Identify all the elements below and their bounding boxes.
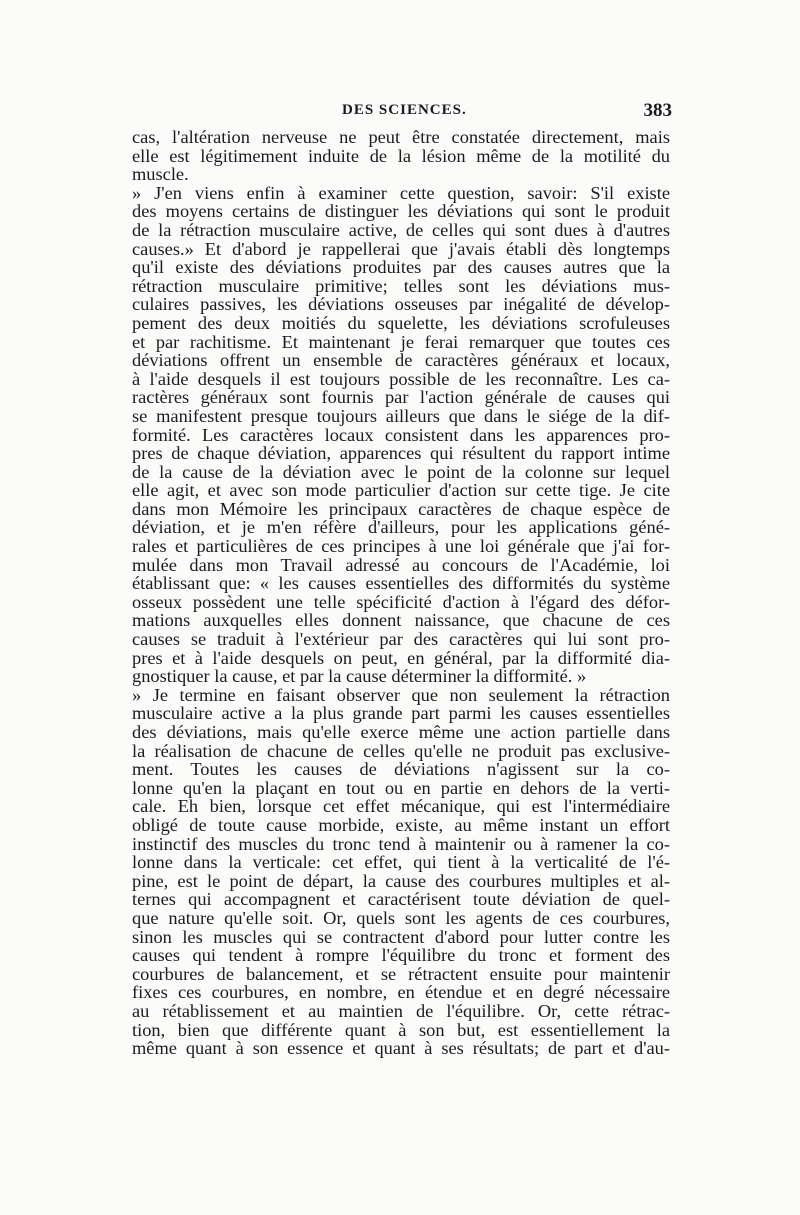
text-line: déviation, et je m'en réfère d'ailleurs, pour les applications géné- bbox=[132, 517, 670, 538]
text-line: des déviations, mais qu'elle exerce même une action partielle dans bbox=[132, 722, 670, 742]
running-head: DES SCIENCES. bbox=[342, 102, 467, 118]
text-line: » Je termine en faisant observer que non seulement la rétraction bbox=[132, 684, 670, 705]
text-line: au rétablissement et au maintien de l'équilibre. Or, cette rétrac- bbox=[132, 1000, 670, 1021]
text-line: mations auxquelles elles donnent naissance, que chacune de ces bbox=[132, 610, 670, 631]
body-text bbox=[132, 128, 670, 1058]
text-line: formité. Les caractères locaux consistent dans les apparences pro- bbox=[132, 424, 670, 445]
text-line: à l'aide desquels il est toujours possible de les reconnaître. Les ca- bbox=[132, 368, 670, 389]
text-line: se manifestent presque toujours ailleurs que dans le siége de la dif- bbox=[132, 405, 670, 426]
text-line: la réalisation de chacune de celles qu'elle ne produit pas exclusive- bbox=[132, 740, 670, 761]
text-line: même quant à son essence et quant à ses résultats; de part et d'au- bbox=[132, 1038, 670, 1059]
text-line: cas, l'altération nerveuse ne peut être constatée directement, mais bbox=[132, 127, 670, 147]
text-line: osseux possèdent une telle spécificité d'action à l'égard des défor- bbox=[132, 591, 670, 612]
text-line: de la cause de la déviation avec le point de la colonne sur lequel bbox=[132, 461, 670, 482]
text-line: sinon les muscles qui se contractent d'abord pour lutter contre les bbox=[132, 926, 670, 947]
text-line: ternes qui accompagnent et caractérisent toute déviation de quel- bbox=[132, 889, 670, 910]
text-line: tion, bien que différente quant à son but, est essentiellement la bbox=[132, 1019, 670, 1040]
text-line: établissant que: « les causes essentielles des difformités du système bbox=[132, 573, 670, 594]
text-line: mulée dans mon Travail adressé au concours de l'Académie, loi bbox=[132, 554, 670, 575]
text-line: qu'il existe des déviations produites par des causes autres que la bbox=[132, 257, 670, 278]
text-line: pres de chaque déviation, apparences qui résultent du rapport intime bbox=[132, 443, 670, 464]
text-line: et par rachitisme. Et maintenant je ferai remarquer que toutes ces bbox=[132, 331, 670, 352]
text-line: de la rétraction musculaire active, de celles qui sont dues à d'autres bbox=[132, 219, 670, 240]
text-line: rétraction musculaire primitive; telles sont les déviations mus- bbox=[132, 275, 670, 296]
text-line: causes.» Et d'abord je rappellerai que j'avais établi dès longtemps bbox=[132, 238, 670, 259]
text-line: fixes ces courbures, en nombre, en étendue et en degré nécessaire bbox=[132, 982, 670, 1003]
text-line: rales et particulières de ces principes à une loi générale que j'ai for- bbox=[132, 536, 670, 557]
text-line: dans mon Mémoire les principaux caractères de chaque espèce de bbox=[132, 498, 670, 519]
text-line: pres et à l'aide desquels on peut, en général, par la difformité dia- bbox=[132, 647, 670, 668]
text-line: des moyens certains de distinguer les déviations qui sont le produit bbox=[132, 201, 670, 222]
text-line: pement des deux moitiés du squelette, les déviations scrofuleuses bbox=[132, 312, 670, 333]
text-line: elle agit, et avec son mode particulier d'action sur cette tige. Je cite bbox=[132, 480, 670, 501]
text-line: obligé de toute cause morbide, existe, au même instant un effort bbox=[132, 814, 670, 835]
text-line: pine, est le point de départ, la cause des courbures multiples et al- bbox=[132, 870, 670, 891]
text-line: instinctif des muscles du tronc tend à maintenir ou à ramener la co- bbox=[132, 833, 670, 854]
text-line: lonne qu'en la plaçant en tout ou en partie en dehors de la verti- bbox=[132, 777, 670, 798]
page-header bbox=[132, 100, 672, 128]
text-line: elle est légitimement induite de la lésion même de la motilité du bbox=[132, 145, 670, 166]
text-line: courbures de balancement, et se rétractent ensuite pour maintenir bbox=[132, 963, 670, 984]
text-line: musculaire active a la plus grande part parmi les causes essentielles bbox=[132, 703, 670, 724]
text-line: ractères généraux sont fournis par l'action générale de causes qui bbox=[132, 387, 670, 408]
page-number: 383 bbox=[643, 100, 672, 121]
text-line: lonne dans la verticale: cet effet, qui tient à la verticalité de l'é- bbox=[132, 852, 670, 873]
text-line: causes se traduit à l'extérieur par des caractères qui lui sont pro- bbox=[132, 629, 670, 650]
text-line: gnostiquer la cause, et par la cause déterminer la difformité. » bbox=[132, 666, 587, 687]
text-line: cale. Eh bien, lorsque cet effet mécanique, qui est l'intermédiaire bbox=[132, 796, 670, 817]
text-line: causes qui tendent à rompre l'équilibre du tronc et forment des bbox=[132, 945, 670, 966]
text-line: déviations offrent un ensemble de caractères généraux et locaux, bbox=[132, 350, 670, 371]
text-line: culaires passives, les déviations osseuses par inégalité de dévelop- bbox=[132, 294, 670, 315]
text-line: muscle. bbox=[132, 164, 189, 185]
text-line: que nature qu'elle soit. Or, quels sont les agents de ces courbures, bbox=[132, 907, 670, 928]
text-line: » J'en viens enfin à examiner cette question, savoir: S'il existe bbox=[132, 182, 670, 203]
text-line: ment. Toutes les causes de déviations n'agissent sur la co- bbox=[132, 759, 670, 780]
